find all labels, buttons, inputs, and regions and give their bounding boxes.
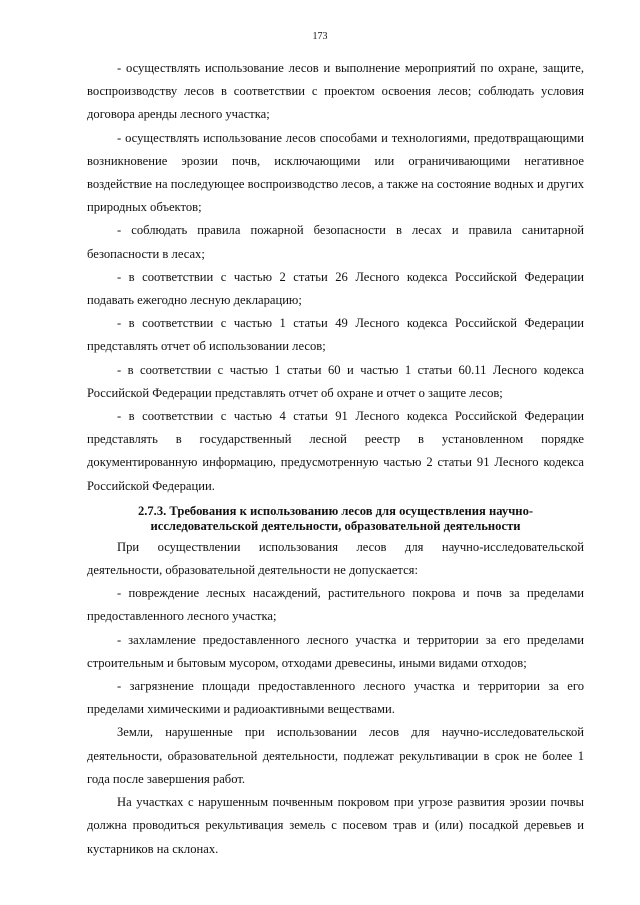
- paragraph-intro: При осуществлении использования лесов для научно-исследовательской деятельности, образовательной деятельности не допускается:: [87, 539, 584, 578]
- section-heading-line-2: исследовательской деятельности, образовательной деятельности: [150, 518, 521, 533]
- paragraph-obligation-7: - в соответствии с частью 4 статьи 91 Лесного кодекса Российской Федерации представлять в государственный лесной реестр в установленном порядке документированную информацию, предусмотренную частью 2 статьи 91 Лесного кодекса Российской Федерации.: [87, 409, 584, 493]
- paragraph-obligation-4: - в соответствии с частью 2 статьи 26 Лесного кодекса Российской Федерации подавать ежегодно лесную декларацию;: [87, 269, 584, 308]
- paragraph-obligation-2: - осуществлять использование лесов способами и технологиями, предотвращающими возникновение эрозии почв, исключающими или ограничивающими негативное воздействие на последующее воспроизводство лесов, а также на состояние водных и других природных объектов;: [87, 130, 584, 215]
- section-heading: [87, 504, 584, 534]
- paragraph-obligation-3: - соблюдать правила пожарной безопасности в лесах и правила санитарной безопасности в лесах;: [87, 223, 584, 261]
- paragraph-reclamation: Земли, нарушенные при использовании лесов для научно-исследовательской деятельности, образовательной деятельности, подлежат рекультивации в срок не более 1 года после завершения работ.: [87, 725, 584, 786]
- page-content: [87, 57, 584, 861]
- paragraph-obligation-6: - в соответствии с частью 1 статьи 60 и частью 1 статьи 60.11 Лесного кодекса Российской Федерации представлять отчет об охране и отчет о защите лесов;: [87, 362, 584, 400]
- paragraph-prohibition-3: - загрязнение площади предоставленного лесного участка и территории за его пределами химическими и радиоактивными веществами.: [87, 679, 584, 717]
- paragraph-obligation-5: - в соответствии с частью 1 статьи 49 Лесного кодекса Российской Федерации представлять отчет об использовании лесов;: [87, 316, 584, 354]
- page-number: 173: [312, 31, 328, 42]
- paragraph-prohibition-2: - захламление предоставленного лесного участка и территории за его пределами строительным и бытовым мусором, отходами древесины, иными видами отходов;: [87, 632, 584, 670]
- section-heading-line-1: 2.7.3. Требования к использованию лесов для осуществления научно-: [137, 503, 534, 518]
- paragraph-obligation-1: - осуществлять использование лесов и выполнение мероприятий по охране, защите, воспроизводству лесов в соответствии с проектом освоения лесов; соблюдать условия договора аренды лесного участка;: [87, 61, 584, 122]
- paragraph-prohibition-1: - повреждение лесных насаждений, растительного покрова и почв за пределами предоставленного лесного участка;: [87, 586, 584, 624]
- paragraph-erosion: На участках с нарушенным почвенным покровом при угрозе развития эрозии почвы должна проводиться рекультивация земель с посевом трав и (или) посадкой деревьев и кустарников на склонах.: [87, 795, 584, 856]
